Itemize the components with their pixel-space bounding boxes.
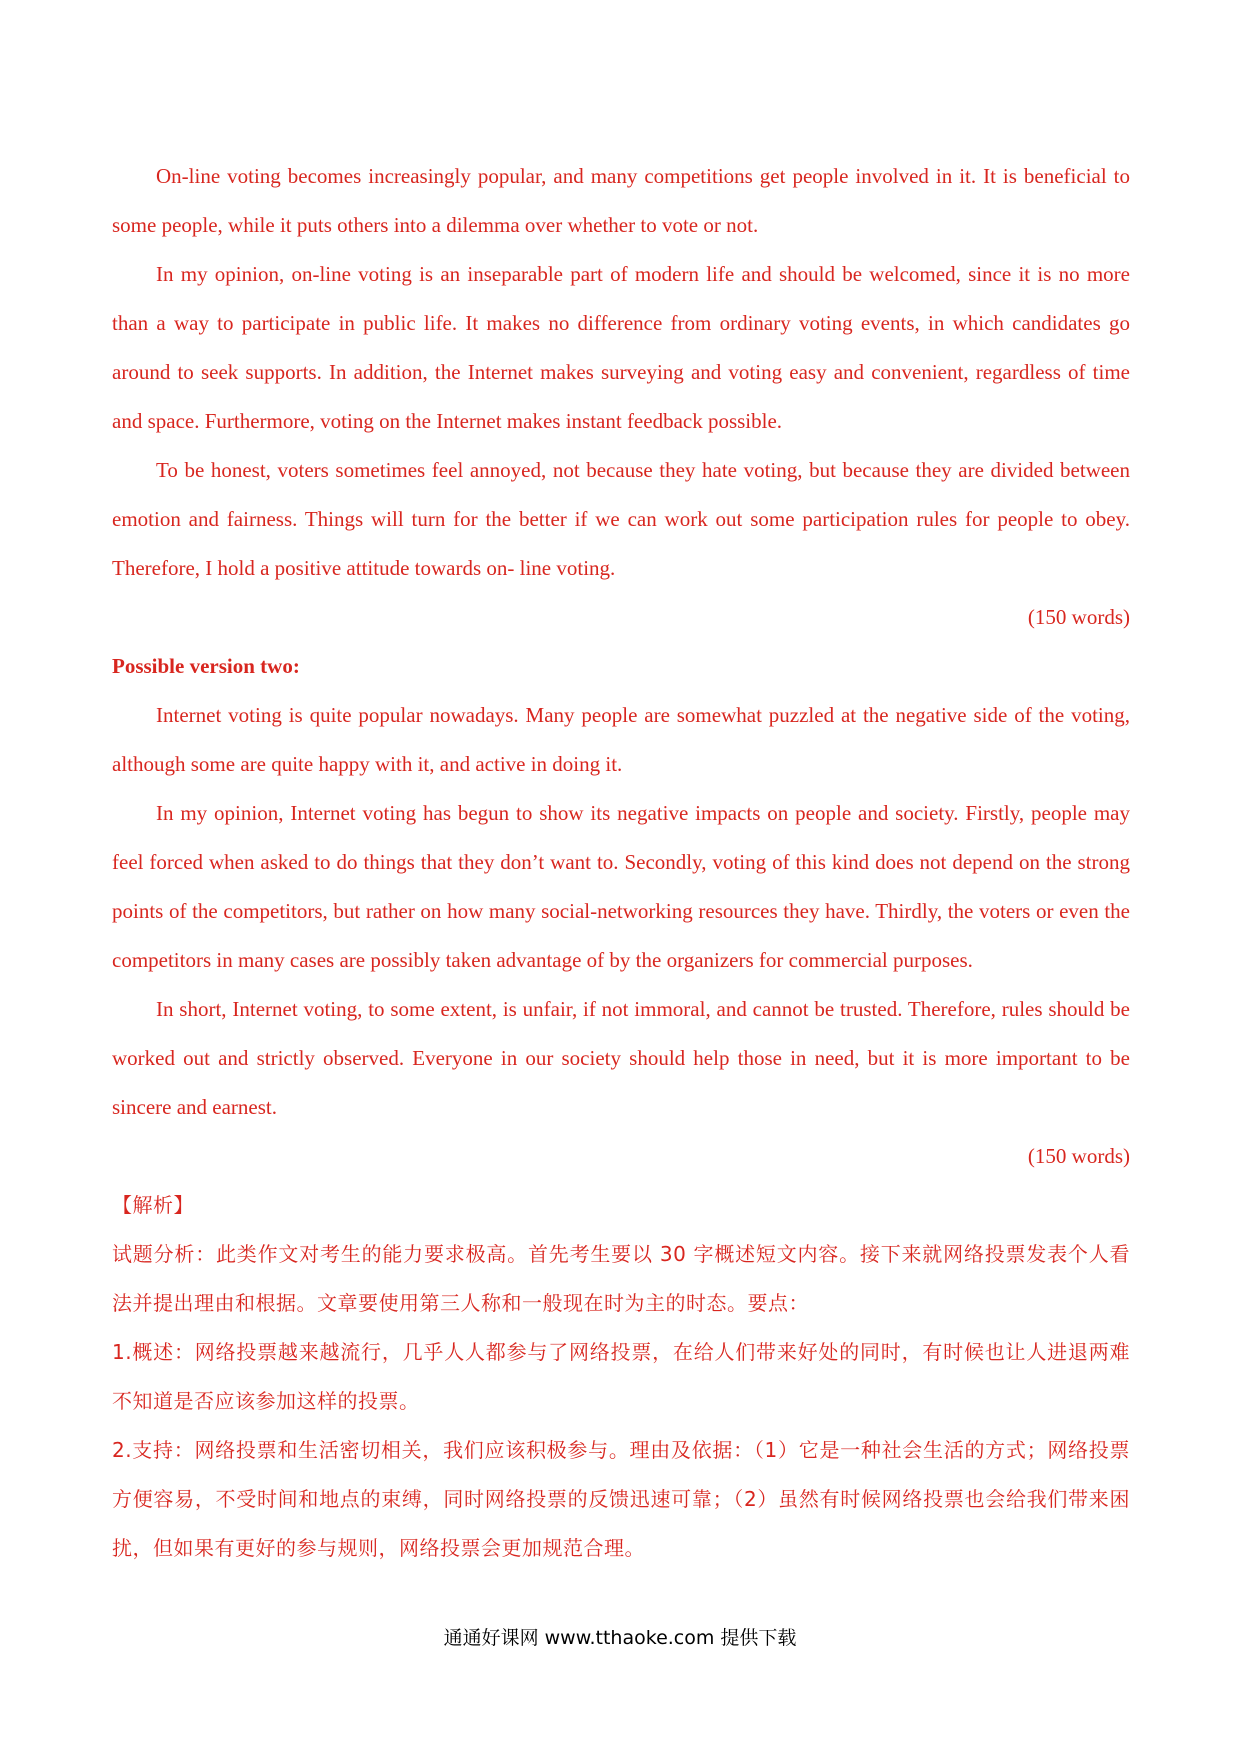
analysis-point-2: 2.支持：网络投票和生活密切相关，我们应该积极参与。理由及依据：（1）它是一种社会生活的方式；网络投票方便容易，不受时间和地点的束缚，同时网络投票的反馈迅速可靠；（2）虽然有时候网络投票也会给我们带来困扰，但如果有更好的参与规则，网络投票会更加规范合理。: [112, 1438, 1130, 1560]
analysis-point-1: 1.概述：网络投票越来越流行，几乎人人都参与了网络投票，在给人们带来好处的同时，有时候也让人进退两难不知道是否应该参加这样的投票。: [112, 1340, 1130, 1413]
version-one-paragraph-1: On-line voting becomes increasingly popular, and many competitions get people involved in it. It is beneficial to some people, while it puts others into a dilemma over whether to vote or not.: [112, 164, 1130, 237]
version-one-paragraph-3: To be honest, voters sometimes feel annoyed, not because they hate voting, but because they are divided between emotion and fairness. Things will turn for the better if we can work out some participation rules for people to obey. Therefore, I hold a positive attitude towards on- line voting.: [112, 458, 1130, 580]
version-two-word-count: (150 words): [1027, 1144, 1130, 1168]
analysis-heading: 【解析】: [112, 1193, 194, 1217]
version-two-paragraph-3: In short, Internet voting, to some extent, is unfair, if not immoral, and cannot be trusted. Therefore, rules should be worked out and strictly observed. Everyone in our society should help those in need, but it is more important to be sincere and earnest.: [112, 997, 1130, 1119]
document-body: [112, 152, 1130, 1573]
version-two-paragraph-1: Internet voting is quite popular nowadays. Many people are somewhat puzzled at the negative side of the voting, although some are quite happy with it, and active in doing it.: [112, 703, 1130, 776]
version-one-word-count: (150 words): [1027, 605, 1130, 629]
page-footer: 通通好课网 www.tthaoke.com 提供下载: [443, 1627, 797, 1649]
version-two-paragraph-2: In my opinion, Internet voting has begun to show its negative impacts on people and society. Firstly, people may feel forced when asked to do things that they don’t want to. Secondly, voting of this kind does not depend on the strong points of the competitors, but rather on how many social-networking resources they have. Thirdly, the voters or even the competitors in many cases are possibly taken advantage of by the organizers for commercial purposes.: [112, 801, 1130, 972]
analysis-intro: 试题分析：此类作文对考生的能力要求极高。首先考生要以 30 字概述短文内容。接下来就网络投票发表个人看法并提出理由和根据。文章要使用第三人称和一般现在时为主的时态。要点：: [112, 1242, 1130, 1315]
version-two-heading: Possible version two:: [112, 654, 300, 678]
version-one-paragraph-2: In my opinion, on-line voting is an inseparable part of modern life and should be welcomed, since it is no more than a way to participate in public life. It makes no difference from ordinary voting events, in which candidates go around to seek supports. In addition, the Internet makes surveying and voting easy and convenient, regardless of time and space. Furthermore, voting on the Internet makes instant feedback possible.: [112, 262, 1130, 433]
